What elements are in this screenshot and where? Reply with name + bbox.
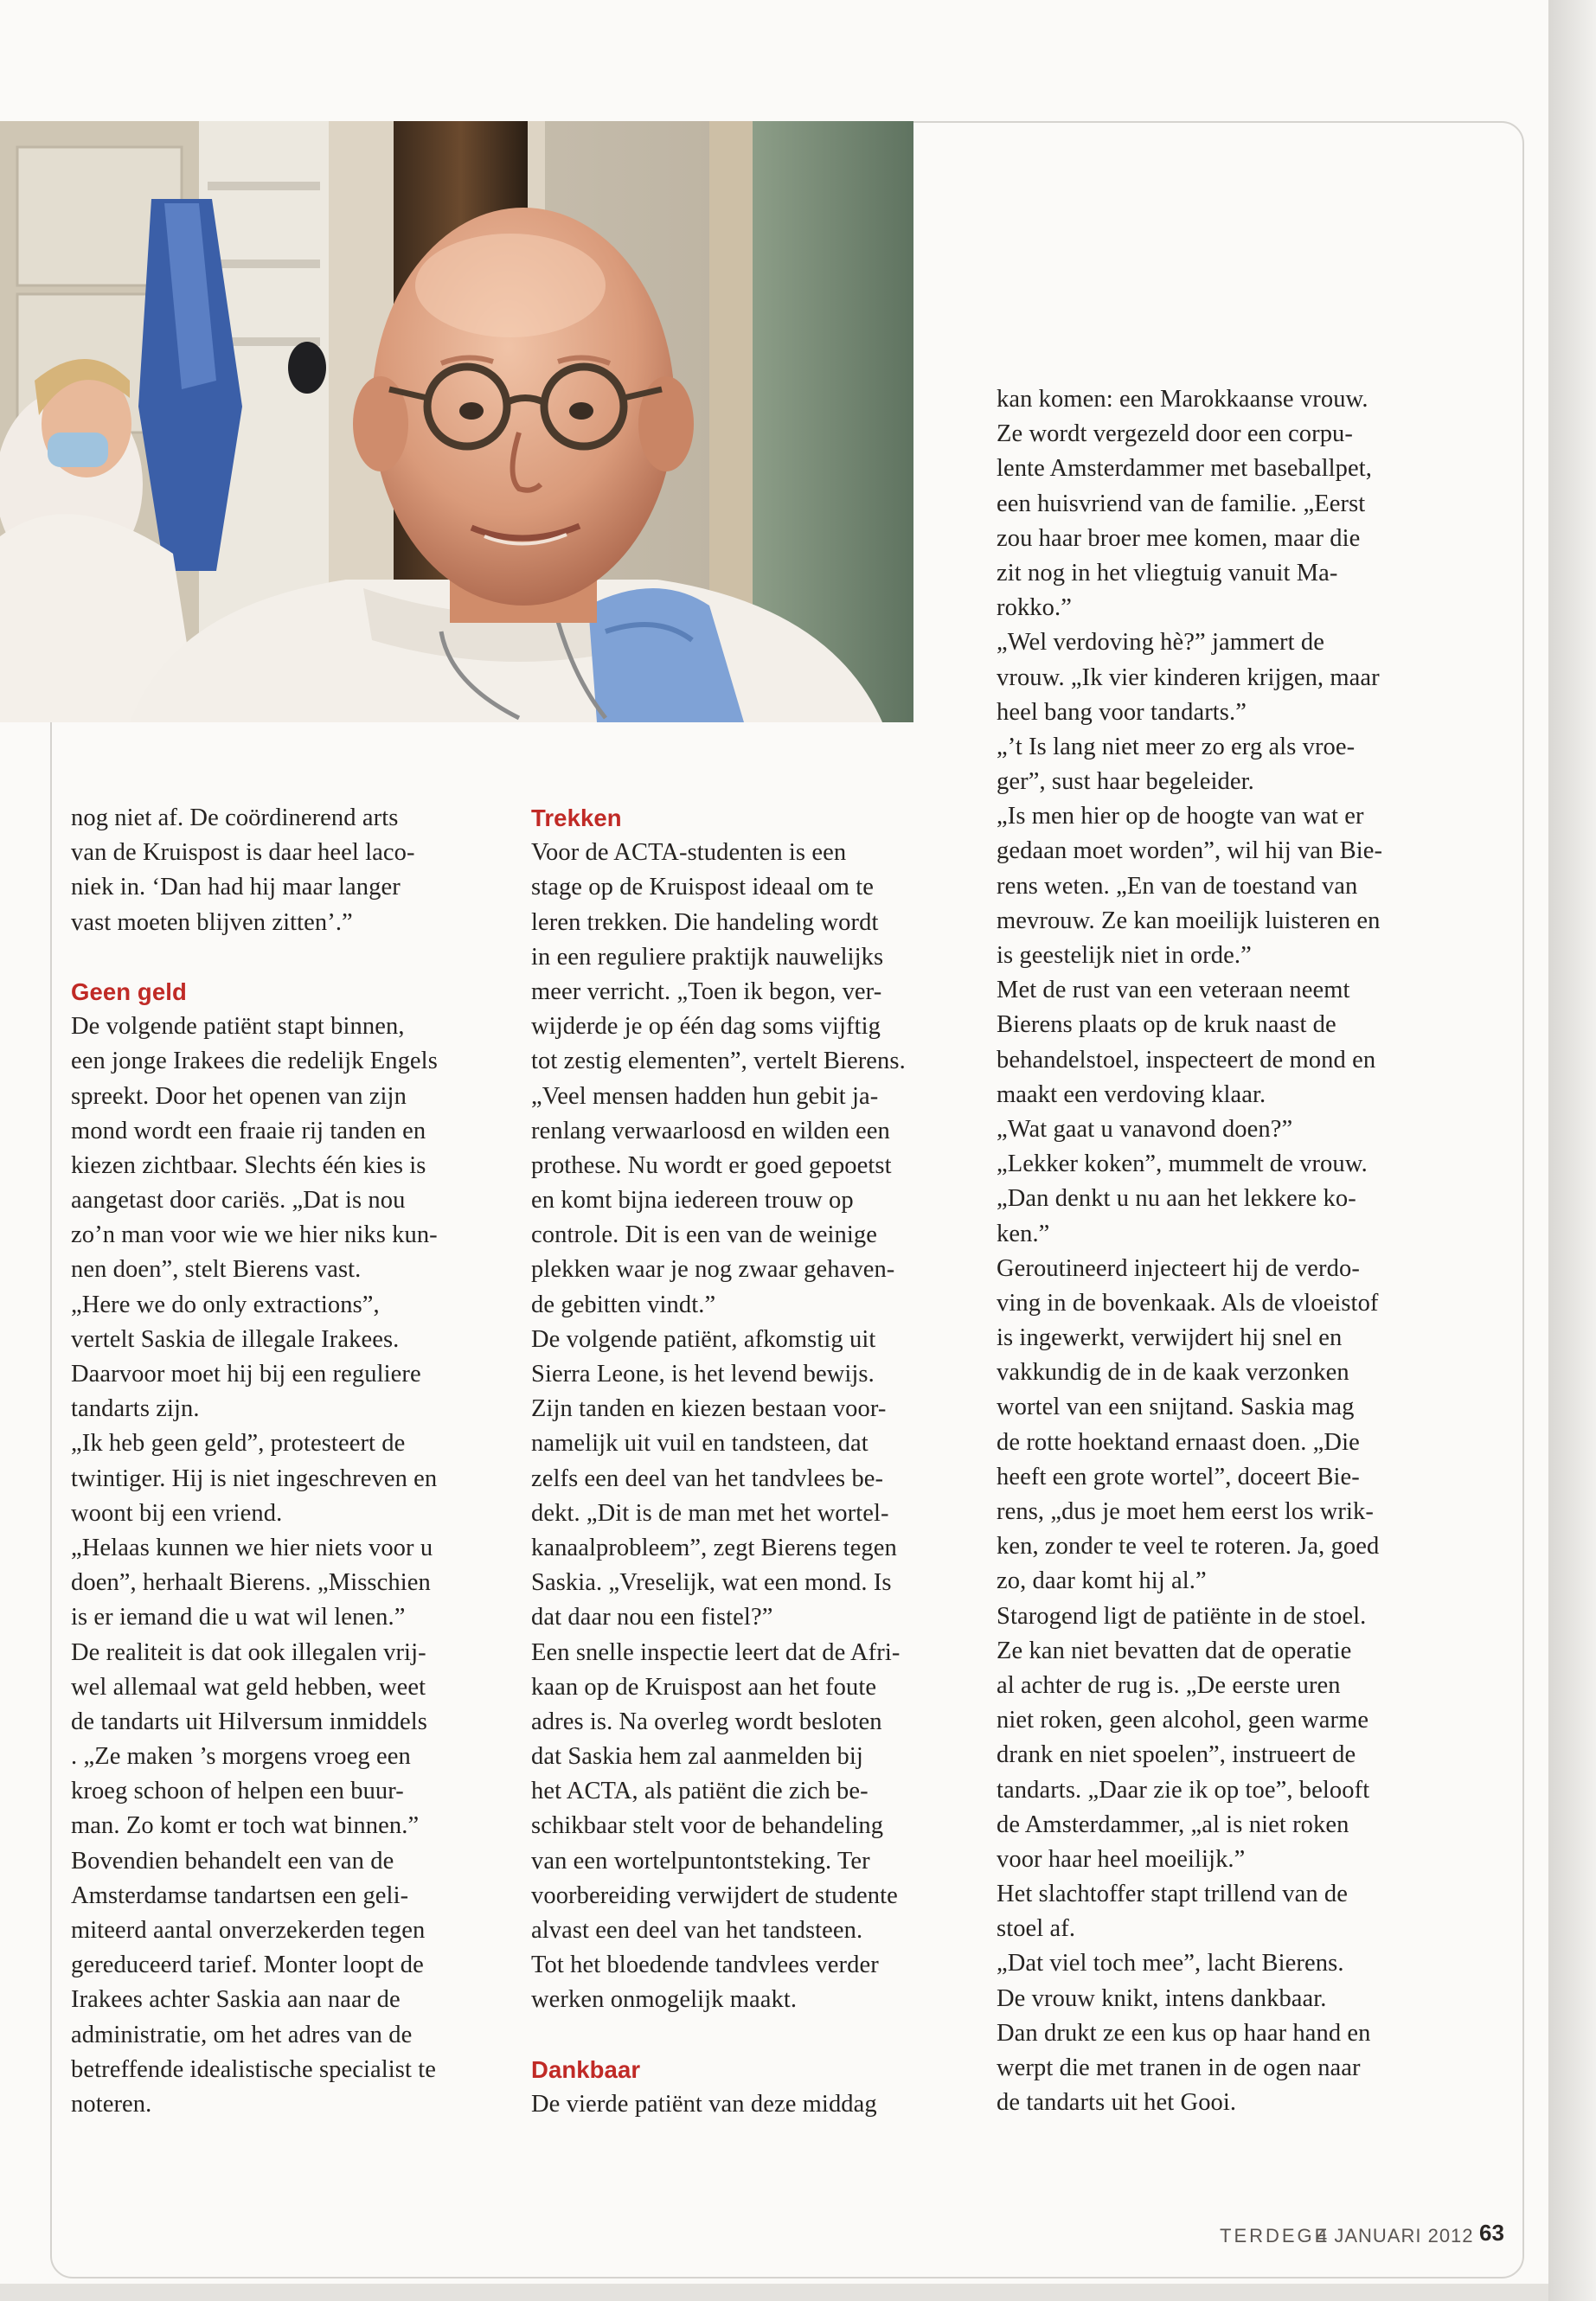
- text-line: meer verricht. „Toen ik begon, ver-: [531, 977, 882, 1005]
- text-line: Daarvoor moet hij bij een reguliere: [71, 1361, 421, 1388]
- text-line: Met de rust van een veteraan neemt: [997, 977, 1350, 1004]
- text-line: Een snelle inspectie leert dat de Afri-: [531, 1638, 901, 1666]
- text-line: werpt die met tranen in de ogen naar: [997, 2054, 1361, 2081]
- text-line: Saskia. „Vreselijk, wat een mond. Is: [531, 1569, 892, 1597]
- text-line: „Lekker koken”, mummelt de vrouw.: [997, 1150, 1368, 1178]
- text-line: Starogend ligt de patiënte in de stoel.: [997, 1602, 1367, 1630]
- text-line: van de Kruispost is daar heel laco-: [71, 839, 415, 867]
- text-line: Irakees achter Saskia aan naar de: [71, 1986, 401, 2014]
- text-line: namelijk uit vuil en tandsteen, dat: [531, 1430, 869, 1458]
- text-line: in een reguliere praktijk nauwelijks: [531, 943, 884, 971]
- text-line: „Ik heb geen geld”, protesteert de: [71, 1430, 406, 1458]
- text-line: en komt bijna iedereen trouw op: [531, 1187, 854, 1215]
- text-line: De realiteit is dat ook illegalen vrij-: [71, 1638, 426, 1666]
- text-line: een huisvriend van de familie. „Eerst: [997, 490, 1366, 517]
- text-line: Bierens plaats op de kruk naast de: [997, 1011, 1336, 1039]
- text-line: is geestelijk niet in orde.”: [997, 942, 1252, 969]
- text-line: tandarts. „Daar zie ik op toe”, belooft: [997, 1776, 1370, 1804]
- text-line: „Here we do only extractions”,: [71, 1291, 380, 1318]
- text-line: voor haar heel moeilijk.”: [997, 1845, 1246, 1873]
- text-line: administratie, om het adres van de: [71, 2021, 413, 2048]
- text-line: dekt. „Dit is de man met het wortel-: [531, 1499, 889, 1527]
- text-line: van een wortelpuntontsteking. Ter: [531, 1847, 870, 1875]
- text-line: is er iemand die u wat wil lenen.”: [71, 1604, 406, 1631]
- text-line: heeft een grote wortel”, doceert Bie-: [997, 1463, 1360, 1490]
- column-2-body: [531, 801, 981, 2122]
- text-line: wortel van een snijtand. Saskia mag: [997, 1394, 1355, 1421]
- text-line: drank en niet spoelen”, instrueert de: [997, 1741, 1356, 1769]
- text-line: „’t Is lang niet meer zo erg als vroe-: [997, 733, 1356, 760]
- text-line: woont bij een vriend.: [71, 1499, 283, 1527]
- text-line: Ze kan niet bevatten dat de operatie: [997, 1637, 1352, 1664]
- text-line: zou haar broer mee komen, maar die: [997, 524, 1361, 552]
- text-line: zo, daar komt hij al.”: [997, 1567, 1207, 1595]
- paragraph-gap: [531, 2018, 981, 2053]
- section-heading: Trekken: [531, 804, 622, 831]
- text-line: Zijn tanden en kiezen bestaan voor-: [531, 1395, 887, 1423]
- column-3-body: [997, 382, 1481, 2120]
- text-line: schikbaar stelt voor de behandeling: [531, 1812, 884, 1840]
- text-line: gedaan moet worden”, wil hij van Bie-: [997, 837, 1383, 865]
- text-line: lente Amsterdammer met baseballpet,: [997, 455, 1373, 483]
- text-line: kaan op de Kruispost aan het foute: [531, 1673, 877, 1701]
- text-line: ving in de bovenkaak. Als de vloeistof: [997, 1289, 1379, 1317]
- text-line: de rotte hoektand ernaast doen. „Die: [997, 1428, 1360, 1456]
- text-line: dat Saskia hem zal aanmelden bij: [531, 1743, 863, 1771]
- text-line: vast moeten blijven zitten’.”: [71, 908, 353, 936]
- article-column-1: [71, 801, 521, 2122]
- text-line: Geroutineerd injecteert hij de verdo-: [997, 1254, 1360, 1282]
- text-line: „Wat gaat u vanavond doen?”: [997, 1115, 1293, 1143]
- text-line: Amsterdamse tandartsen een geli-: [71, 1881, 409, 1909]
- text-line: „Veel mensen hadden hun gebit ja-: [531, 1082, 879, 1110]
- text-line: Het slachtoffer stapt trillend van de: [997, 1881, 1348, 1908]
- page-footer: [1220, 2218, 1505, 2253]
- text-line: plekken waar je nog zwaar gehaven-: [531, 1256, 895, 1284]
- text-line: de tandarts uit het Gooi.: [997, 2089, 1237, 2117]
- text-line: Sierra Leone, is het levend bewijs.: [531, 1361, 875, 1388]
- text-line: Tot het bloedende tandvlees verder: [531, 1952, 879, 1979]
- text-line: rens, „dus je moet hem eerst los wrik-: [997, 1498, 1374, 1525]
- text-line: nen doen”, stelt Bierens vast.: [71, 1256, 362, 1284]
- text-line: De volgende patiënt, afkomstig uit: [531, 1325, 876, 1353]
- text-line: gereduceerd tarief. Monter loopt de: [71, 1952, 424, 1979]
- text-line: mond wordt een fraaie rij tanden en: [71, 1117, 426, 1144]
- text-line: controle. Dit is een van de weinige: [531, 1221, 877, 1249]
- text-line: Bovendien behandelt een van de: [71, 1847, 394, 1875]
- text-line: „Is men hier op de hoogte van wat er: [997, 803, 1364, 830]
- publication-name: TERDEGE: [1220, 2225, 1330, 2247]
- text-line: rokko.”: [997, 594, 1072, 622]
- text-line: al achter de rug is. „De eerste uren: [997, 1671, 1341, 1699]
- text-line: De vierde patiënt van deze middag: [531, 2090, 877, 2118]
- text-line: dat daar nou een fistel?”: [531, 1604, 773, 1631]
- text-line: prothese. Nu wordt er goed gepoetst: [531, 1151, 892, 1179]
- text-line: wijderde je op één dag soms vijftig: [531, 1013, 881, 1041]
- text-line: kanaalprobleem”, zegt Bierens tegen: [531, 1534, 897, 1561]
- text-line: rens weten. „En van de toestand van: [997, 872, 1358, 900]
- section-heading: Geen geld: [71, 977, 187, 1005]
- dentist-photo: [0, 121, 913, 722]
- text-line: behandelstoel, inspecteert de mond en: [997, 1046, 1376, 1074]
- text-line: De volgende patiënt stapt binnen,: [71, 1013, 405, 1041]
- text-line: twintiger. Hij is niet ingeschreven en: [71, 1465, 438, 1492]
- text-line: het ACTA, als patiënt die zich be-: [531, 1778, 869, 1805]
- text-line: man. Zo komt er toch wat binnen.”: [71, 1812, 420, 1840]
- issue-date: 4 JANUARI 2012: [1317, 2225, 1474, 2247]
- text-line: doen”, herhaalt Bierens. „Misschien: [71, 1569, 431, 1597]
- text-line: zit nog in het vliegtuig vanuit Ma-: [997, 559, 1338, 586]
- page-edge: [1548, 0, 1596, 2301]
- section-heading: Dankbaar: [531, 2055, 641, 2083]
- text-line: „Dat viel toch mee”, lacht Bierens.: [997, 1950, 1344, 1977]
- paragraph-gap: [71, 940, 521, 975]
- text-line: mevrouw. Ze kan moeilijk luisteren en: [997, 907, 1381, 934]
- text-line: kan komen: een Marokkaanse vrouw.: [997, 386, 1368, 413]
- article-column-3: [997, 382, 1481, 2120]
- text-line: niet roken, geen alcohol, geen warme: [997, 1707, 1369, 1734]
- text-line: alvast een deel van het tandsteen.: [531, 1917, 863, 1944]
- text-line: werken onmogelijk maakt.: [531, 1986, 798, 2014]
- text-line: de tandarts uit Hilversum inmiddels: [71, 1708, 427, 1735]
- text-line: . „Ze maken ’s morgens vroeg een: [71, 1743, 411, 1771]
- text-line: stage op de Kruispost ideaal om te: [531, 874, 874, 901]
- text-line: ken.”: [997, 1220, 1050, 1247]
- article-column-2: [531, 801, 981, 2122]
- text-line: tot zestig elementen”, vertelt Bierens.: [531, 1048, 906, 1075]
- text-line: de Amsterdammer, „al is niet roken: [997, 1811, 1349, 1838]
- text-line: nog niet af. De coördinerend arts: [71, 804, 399, 831]
- text-line: vakkundig de in de kaak verzonken: [997, 1359, 1349, 1387]
- text-line: maakt een verdoving klaar.: [997, 1080, 1266, 1108]
- text-line: ken, zonder te veel te roteren. Ja, goed: [997, 1533, 1380, 1561]
- text-line: „Wel verdoving hè?” jammert de: [997, 629, 1324, 657]
- text-line: is ingewerkt, verwijdert hij snel en: [997, 1324, 1343, 1352]
- column-1-body: [71, 801, 521, 2122]
- dentist-portrait-illustration: [0, 121, 913, 722]
- text-line: aangetast door cariës. „Dat is nou: [71, 1187, 406, 1215]
- text-line: zelfs een deel van het tandvlees be-: [531, 1465, 884, 1492]
- text-line: vrouw. „Ik vier kinderen krijgen, maar: [997, 663, 1380, 691]
- text-line: adres is. Na overleg wordt besloten: [531, 1708, 882, 1735]
- text-line: Voor de ACTA-studenten is een: [531, 839, 847, 867]
- text-line: vertelt Saskia de illegale Irakees.: [71, 1325, 400, 1353]
- text-line: „Dan denkt u nu aan het lekkere ko-: [997, 1185, 1356, 1213]
- text-line: miteerd aantal onverzekerden tegen: [71, 1917, 426, 1944]
- text-line: een jonge Irakees die redelijk Engels: [71, 1048, 438, 1075]
- text-line: heel bang voor tandarts.”: [997, 698, 1247, 726]
- text-line: de gebitten vindt.”: [531, 1291, 716, 1318]
- text-line: Dan drukt ze een kus op haar hand en: [997, 2019, 1371, 2047]
- page-bottom-edge: [0, 2284, 1548, 2301]
- text-line: kroeg schoon of helpen een buur-: [71, 1778, 404, 1805]
- text-line: kiezen zichtbaar. Slechts één kies is: [71, 1151, 426, 1179]
- text-line: renlang verwaarloosd en wilden een: [531, 1117, 890, 1144]
- text-line: wel allemaal wat geld hebben, weet: [71, 1673, 426, 1701]
- text-line: Ze wordt vergezeld door een corpu-: [997, 420, 1353, 448]
- text-line: ger”, sust haar begeleider.: [997, 768, 1254, 796]
- page-number: 63: [1479, 2220, 1504, 2246]
- text-line: voorbereiding verwijdert de studente: [531, 1881, 898, 1909]
- text-line: leren trekken. Die handeling wordt: [531, 908, 879, 936]
- text-line: zo’n man voor wie we hier niks kun-: [71, 1221, 438, 1249]
- text-line: noteren.: [71, 2090, 152, 2118]
- text-line: betreffende idealistische specialist te: [71, 2055, 436, 2083]
- text-line: niek in. ‘Dan had hij maar langer: [71, 874, 401, 901]
- text-line: „Helaas kunnen we hier niets voor u: [71, 1534, 433, 1561]
- text-line: stoel af.: [997, 1915, 1076, 1943]
- text-line: spreekt. Door het openen van zijn: [71, 1082, 407, 1110]
- text-line: tandarts zijn.: [71, 1395, 200, 1423]
- text-line: De vrouw knikt, intens dankbaar.: [997, 1984, 1327, 2012]
